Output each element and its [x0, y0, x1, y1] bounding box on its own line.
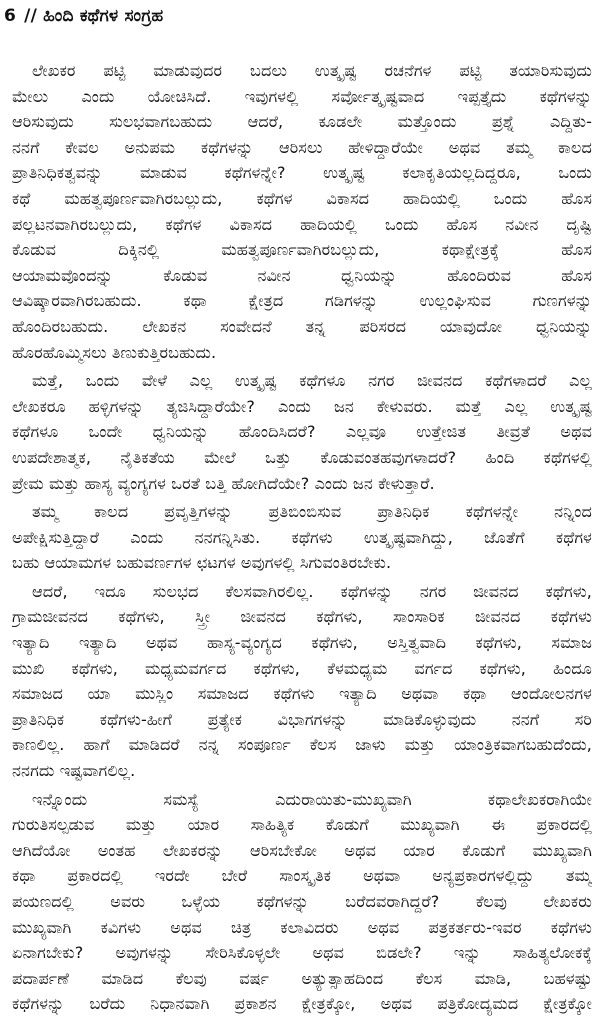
text-line: ಆರಿಸುವುದು ಸುಲಭವಾಗಬಹುದು ಆದರೆ, ಕೂಡಲೇ ಮತ್ತೊಂದು ಪ್ರಶ್ನೆ ಎದ್ದಿತು-	[12, 112, 592, 132]
text-line: ಕಥಾ ಪ್ರಕಾರದಲ್ಲಿ ಇರದೇ ಬೇರೆ ಸಾಂಸ್ಕೃತಿಕ ಅಥವಾ ಅನ್ಯಪ್ರಕಾರಗಳಲ್ಲಿದ್ದು ತಮ್ಮ	[12, 866, 592, 886]
text-line: ಏನಾಗಬೇಕು? ಅವುಗಳನ್ನು ಸೇರಿಸಿಕೊಳ್ಳಲೇ ಅಥವ ಬಿಡಲೇ? ಇನ್ನು ಸಾಹಿತ್ಯಲೋಕಕ್ಕೆ	[12, 943, 592, 963]
text-line: ಇನ್ನೊಂದು ಸಮಸ್ಯೆ ಎದುರಾಯಿತು-ಮುಖ್ಯವಾಗಿ ಕಥಾಲೇಖಕರಾಗಿಯೇ	[32, 789, 592, 809]
text-line: ಗುರುತಿಸಲ್ಪಡುವ ಮತ್ತು ಯಾರ ಸಾಹಿತ್ಯಿಕ ಕೊಡುಗೆ ಮುಖ್ಯವಾಗಿ ಈ ಪ್ರಕಾರದಲ್ಲಿ	[12, 815, 592, 835]
page-number: 6	[4, 6, 17, 26]
text-line: ಕಥೆಗಳನ್ನು ಬರೆದು ನಿಧಾನವಾಗಿ ಪ್ರಕಾಶನ ಕ್ಷೇತ್ರಕ್ಕೋ, ಅಥವ ಪತ್ರಿಕೋದ್ಯಮದ ಕ್ಷೇತ್ರಕ್ಕೋ	[12, 994, 592, 1014]
text-line: ಹೊಂದಿರಬಹುದು. ಲೇಖಕನ ಸಂವೇದನೆ ತನ್ನ ಪರಿಸರದ ಯಾವುದೋ ಧ್ವನಿಯನ್ನು	[12, 316, 592, 336]
text-line: ಪಯಣದಲ್ಲಿ ಅವರು ಒಳ್ಳೆಯ ಕಥೆಗಳನ್ನು ಬರೆದವರಾಗಿದ್ದರೆ? ಕೆಲವು ಲೇಖಕರು	[12, 892, 592, 911]
text-line: ಕಥೆ ಮಹತ್ವಪೂರ್ಣವಾಗಿರಬಲ್ಲುದು, ಕಥೆಗಳ ವಿಕಾಸದ ಹಾದಿಯಲ್ಲಿ ಒಂದು ಹೊಸ	[12, 188, 592, 208]
text-line: ಕಾಣಲಿಲ್ಲ. ಹಾಗೆ ಮಾಡಿದರೆ ನನ್ನ ಸಂಪೂರ್ಣ ಕೆಲಸ ಜಾಳು ಮತ್ತು ಯಾಂತ್ರಿಕವಾಗಬಹುದೆಂದು,	[12, 735, 592, 755]
text-line: ಮುಖಿ ಕಥೆಗಳು, ಮಧ್ಯಮವರ್ಗದ ಕಥೆಗಳು, ಕೆಳಮಧ್ಯಮ ವರ್ಗದ ಕಥೆಗಳು, ಹಿಂದೂ	[12, 658, 592, 678]
paragraph-5	[12, 787, 592, 1017]
text-line: ಉಪದೇಶಾತ್ಮಕ, ನೈತಿಕತೆಯ ಮೇಲೆ ಒತ್ತು ಕೊಡುವಂತಹವುಗಳಾದರೆ? ಹಿಂದಿ ಕಥೆಗಳಲ್ಲಿ	[12, 447, 592, 467]
text-line: ಕೊಡುವ ದಿಕ್ಕಿನಲ್ಲಿ ಮಹತ್ವಪೂರ್ಣವಾಗಿರಬಲ್ಲುದು, ಕಥಾಕ್ಷೇತ್ರಕ್ಕೆ ಹೊಸ	[12, 240, 592, 260]
text-line: ಆಯಾಮವೊಂದನ್ನು ಕೊಡುವ ನವೀನ ಧ್ವನಿಯನ್ನು ಹೊಂದಿರುವ ಹೊಸ	[12, 265, 592, 285]
text-line: ಪದಾರ್ಪಣೆ ಮಾಡಿದ ಕೆಲವು ವರ್ಷ ಅತ್ಯುತ್ಸಾಹದಿಂದ ಕೆಲಸ ಮಾಡಿ, ಬಹಳಷ್ಟು	[12, 968, 592, 988]
text-line: ಸಮಾಜದ ಯಾ ಮುಸ್ಲಿಂ ಸಮಾಜದ ಕಥೆಗಳು ಇತ್ಯಾದಿ ಅಥವಾ ಕಥಾ ಆಂದೋಲನಗಳ	[12, 684, 592, 704]
paragraph-4	[12, 579, 592, 784]
text-line: ಪ್ರಾತಿನಿಧಿಕ ಕಥೆಗಳು-ಹೀಗೆ ಪ್ರತ್ಯೇಕ ವಿಭಾಗಗಳನ್ನು ಮಾಡಿಕೊಳ್ಳುವುದು ನನಗೆ ಸರಿ	[12, 709, 592, 729]
text-line: ಇತ್ಯಾದಿ ಇತ್ಯಾದಿ ಅಥವ ಹಾಸ್ಯ-ವ್ಯಂಗ್ಯದ ಕಥೆಗಳು, ಅಸ್ತಿತ್ವವಾದಿ ಕಥೆಗಳು, ಸಮಾಜ	[12, 633, 592, 653]
body-text	[12, 58, 592, 1020]
text-line: ಅಪೇಕ್ಷಿಸುತ್ತಿದ್ದಾರೆ ಎಂದು ನನಗನ್ನಿಸಿತು. ಕಥೆಗಳು ಉತ್ಕೃಷ್ಟವಾಗಿದ್ದು, ಜೊತೆಗೆ ಕಥೆಗಳ	[12, 527, 592, 547]
text-line: ಮುಖ್ಯವಾಗಿ ಕವಿಗಳು ಅಥವ ಚಿತ್ರ ಕಲಾವಿದರು ಅಥವ ಪತ್ರಕರ್ತರು-ಇವರ ಕಥೆಗಳು	[12, 917, 592, 937]
text-line: ನನಗೆ ಕೇವಲ ಅನುಪಮ ಕಥೆಗಳನ್ನು ಆರಿಸಲು ಹೇಳಿದ್ದಾರೆಯೇ ಅಥವ ತಮ್ಮ ಕಾಲದ	[12, 137, 592, 157]
text-line: ಆವಿಷ್ಕಾರವಾಗಿರಬಹುದು. ಕಥಾ ಕ್ಷೇತ್ರದ ಗಡಿಗಳನ್ನು ಉಲ್ಲಂಘಿಸುವ ಗುಣಗಳನ್ನು	[12, 291, 592, 311]
text-line: ಲೇಖಕರ ಪಟ್ಟಿ ಮಾಡುವುದರ ಬದಲು ಉತ್ಕೃಷ್ಟ ರಚನೆಗಳ ಪಟ್ಟಿ ತಯಾರಿಸುವುದು	[32, 61, 592, 80]
paragraph-2	[12, 368, 592, 496]
text-line: ಮತ್ತೆ, ಒಂದು ವೇಳೆ ಎಲ್ಲ ಉತ್ಕೃಷ್ಟ ಕಥೆಗಳೂ ನಗರ ಜೀವನದ ಕಥೆಗಳಾದರೆ ಎಲ್ಲ	[32, 371, 592, 391]
text-line: ಮೇಲು ಎಂದು ಯೋಚಿಸಿದೆ. ಇವುಗಳಲ್ಲಿ ಸರ್ವೋತ್ಕೃಷ್ಟವಾದ ಇಪ್ಪತ್ತೈದು ಕಥೆಗಳನ್ನು	[12, 86, 592, 106]
text-line: ಆಗಿದೆಯೋ ಅಂತಹ ಲೇಖಕರನ್ನು ಆರಿಸಬೇಕೋ ಅಥವ ಯಾರ ಕೊಡುಗೆ ಮುಖ್ಯವಾಗಿ	[12, 840, 592, 860]
text-line: ನನಗದು ಇಷ್ಟವಾಗಲಿಲ್ಲ.	[12, 761, 136, 781]
running-header	[4, 6, 163, 26]
text-line: ಕಥೆಗಳೂ ಒಂದೇ ಧ್ವನಿಯನ್ನು ಹೊಂದಿಸಿದರೆ? ಎಲ್ಲವೂ ಉತ್ತೇಜಿತ ತೀವ್ರತೆ ಅಥವ	[12, 422, 592, 442]
header-separator: //	[24, 6, 37, 26]
text-line: ಪ್ರೇಮ ಮತ್ತು ಹಾಸ್ಯ ವ್ಯಂಗ್ಯಗಳ ಒರತೆ ಬತ್ತಿ ಹೋಗಿದೆಯೇ? ಎಂದು ಜನ ಕೇಳುತ್ತಾರೆ.	[12, 473, 435, 493]
text-line: ತಮ್ಮ ಕಾಲದ ಪ್ರವೃತ್ತಿಗಳನ್ನು ಪ್ರತಿಬಿಂಬಿಸುವ ಪ್ರಾತಿನಿಧಿಕ ಕಥೆಗಳನ್ನೇ ನನ್ನಿಂದ	[32, 502, 592, 522]
text-line: ಪ್ರಾತಿನಿಧಿಕತ್ವವನ್ನು ಮಾಡುವ ಕಥೆಗಳನ್ನೇ? ಉತ್ಕೃಷ್ಟ ಕಲಾಕೃತಿಯಲ್ಲದಿದ್ದರೂ, ಒಂದು	[12, 163, 592, 183]
text-line: ಪಲ್ಲಟನವಾಗಿರಬಲ್ಲುದು, ಕಥೆಗಳ ವಿಕಾಸದ ಹಾದಿಯಲ್ಲಿ ಒಂದು ಹೊಸ ನವೀನ ದೃಷ್ಟಿ	[12, 214, 592, 234]
text-line: ಬಹು ಆಯಾಮಗಳ ಬಹುವರ್ಣಗಳ ಛಟಗಳ ಅವುಗಳಲ್ಲಿ ಸಿಗುವಂತಿರಬೇಕು.	[12, 553, 392, 573]
text-line: ಲೇಖಕರೂ ಹಳ್ಳಿಗಳನ್ನು ತ್ಯಜಿಸಿದ್ದಾರೆಯೇ? ಎಂದು ಜನ ಕೇಳುವರು. ಮತ್ತೆ ಎಲ್ಲ ಉತ್ಕೃಷ್ಟ	[12, 396, 592, 416]
text-line: ಆದರೆ, ಇದೂ ಸುಲಭದ ಕೆಲಸವಾಗಿರಲಿಲ್ಲ. ಕಥೆಗಳನ್ನು ನಗರ ಜೀವನದ ಕಥೆಗಳು,	[32, 581, 592, 601]
book-title: ಹಿಂದಿ ಕಥೆಗಳ ಸಂಗ್ರಹ	[43, 6, 164, 26]
text-line: ಹೊರಹೊಮ್ಮಿಸಲು ತಿಣುಕುತ್ತಿರಬಹುದು.	[12, 342, 217, 362]
paragraph-3	[12, 499, 592, 576]
text-line: ಗ್ರಾಮಜೀವನದ ಕಥೆಗಳು, ಸ್ತ್ರೀ ಜೀವನದ ಕಥೆಗಳು, ಸಾಂಸಾರಿಕ ಜೀವನದ ಕಥೆಗಳು	[12, 607, 592, 627]
paragraph-1	[12, 58, 592, 365]
